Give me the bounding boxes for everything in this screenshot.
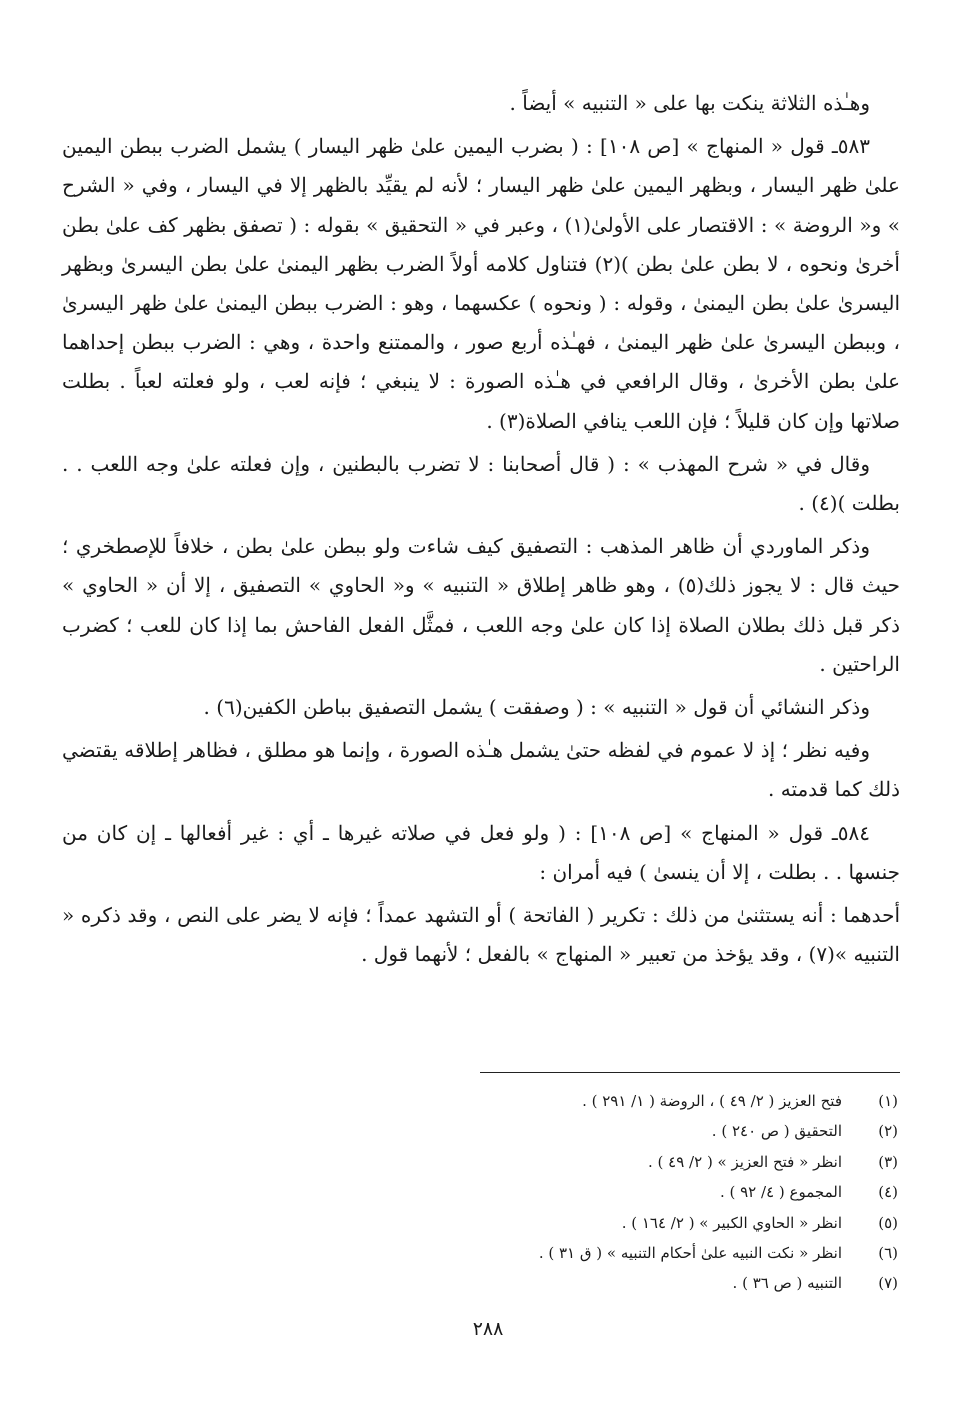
paragraph: وذكر النشائي أن قول « التنبيه » : ( وصفقت ) يشمل التصفيق بباطن الكفين(٦) . [203,695,870,720]
footnote [62,1177,900,1207]
footnote-text: انظر « نكت النبيه علىٰ أحكام التنبيه » ( ق ٣١ ) . [538,1244,842,1263]
footnote-number: (٤) [878,1183,898,1202]
paragraph: وذكر الماوردي أن ظاهر المذهب : التصفيق كيف شاءت ولو ببطن علىٰ بطن ، خلافاً للإصطخري ؛ حيث قال : لا يجوز ذلك(٥) ، وهو ظاهر إطلاق « التنبيه » و« الحاوي » التصفيق ، إلا أن « الحاوي » ذكر قبل ذلك بطلان الصلاة إذا كان علىٰ وجه اللعب ، فمثَّل الفعل الفاحش بما إذا كان للعب ؛ كضرب الراحتين . [62,534,901,676]
footnote-text: التنبيه ( ص ٣٦ ) . [732,1274,842,1293]
footnote-text: المجموع ( ٤/ ٩٢ ) . [719,1183,842,1202]
footnote-text: انظر « الحاوي الكبير » ( ٢/ ١٦٤ ) . [621,1213,842,1232]
paragraph: وفيه نظر ؛ إذ لا عموم في لفظه حتىٰ يشمل هـٰذه الصورة ، وإنما هو مطلق ، فظاهر إطلاقه يقتضي ذلك كما قدمته . [62,738,900,802]
footnote-text: فتح العزيز ( ٢/ ٤٩ ) ، الروضة ( ١/ ٢٩١ ) . [582,1092,842,1110]
footnotes [62,1086,900,1299]
footnote-number: (١) [878,1092,898,1110]
footnote-number: (٢) [878,1122,898,1141]
footnote-number: (٥) [878,1213,898,1232]
footnote-number: (٦) [878,1244,898,1263]
footnote [62,1086,900,1116]
footnote-separator [480,1072,900,1073]
footnote [62,1116,900,1146]
paragraph: ٥٨٤ـ قول « المنهاج » [ص ١٠٨] : ( ولو فعل في صلاته غيرها ـ أي : غير أفعالها ـ إن كان من جنسها . . بطلت ، إلا أن ينسىٰ ) فيه أمران : [62,820,900,884]
footnote [62,1268,900,1298]
page-number: ٢٨٨ [472,1318,504,1340]
footnote [62,1147,900,1177]
footnote-text: التحقيق ( ص ٢٤٠ ) . [711,1122,842,1141]
footnote-number: (٣) [878,1152,898,1171]
paragraph: وهـٰذه الثلاثة ينكت بها على « التنبيه » أيضاً . [509,91,870,115]
footnote [62,1238,900,1268]
footnote [62,1208,900,1238]
paragraph: وقال في « شرح المهذب » : ( قال أصحابنا : لا تضرب بالبطنين ، وإن فعلته علىٰ وجه اللعب . . بطلت )(٤) . [62,451,900,516]
footnote-text: انظر « فتح العزيز » ( ٢/ ٤٩ ) . [648,1152,842,1171]
main-text [62,84,900,978]
paragraph: ٥٨٣ـ قول « المنهاج » [ص ١٠٨] : ( بضرب اليمين علىٰ ظهر اليسار ) يشمل الضرب ببطن اليمين علىٰ ظهر اليسار ، وبظهر اليمين علىٰ ظهر اليسار ؛ لأنه لم يقيِّد بالظهر إلا في اليسار ، وفي « الشرح » و« الروضة » : الاقتصار على الأولىٰ(١) ، وعبر في « التحقيق » بقوله : ( تصفق بظهر كف علىٰ بطن أخرىٰ ونحوه ، لا بطن علىٰ بطن )(٢) فتناول كلامه أولاً الضرب بظهر اليمنىٰ علىٰ بطن اليسرىٰ وبظهر اليسرىٰ علىٰ بطن اليمنىٰ ، وقوله : ( ونحوه ) عكسهما ، وهو : الضرب ببطن اليمنىٰ علىٰ ظهر اليسرىٰ ، وببطن اليسرىٰ علىٰ ظهر اليمنىٰ ، فهـٰذه أربع صور ، والممتنع واحدة ، وهي : الضرب ببطن إحداهما علىٰ بطن الأخرىٰ ، وقال الرافعي في هـٰذه الصورة : لا ينبغي ؛ فإنه لعب ، ولو فعلته لعباً . بطلت صلاتها وإن كان قليلاً ؛ فإن اللعب ينافي الصلاة(٣) . [62,134,900,433]
paragraph: أحدهما : أنه يستثنىٰ من ذلك : تكرير ( الفاتحة ) أو التشهد عمداً ؛ فإنه لا يضر على النص ، وقد ذكره « التنبيه »(٧) ، وقد يؤخذ من تعبير « المنهاج » بالفعل ؛ لأنهما قول . [62,903,900,967]
footnote-number: (٧) [878,1274,898,1293]
